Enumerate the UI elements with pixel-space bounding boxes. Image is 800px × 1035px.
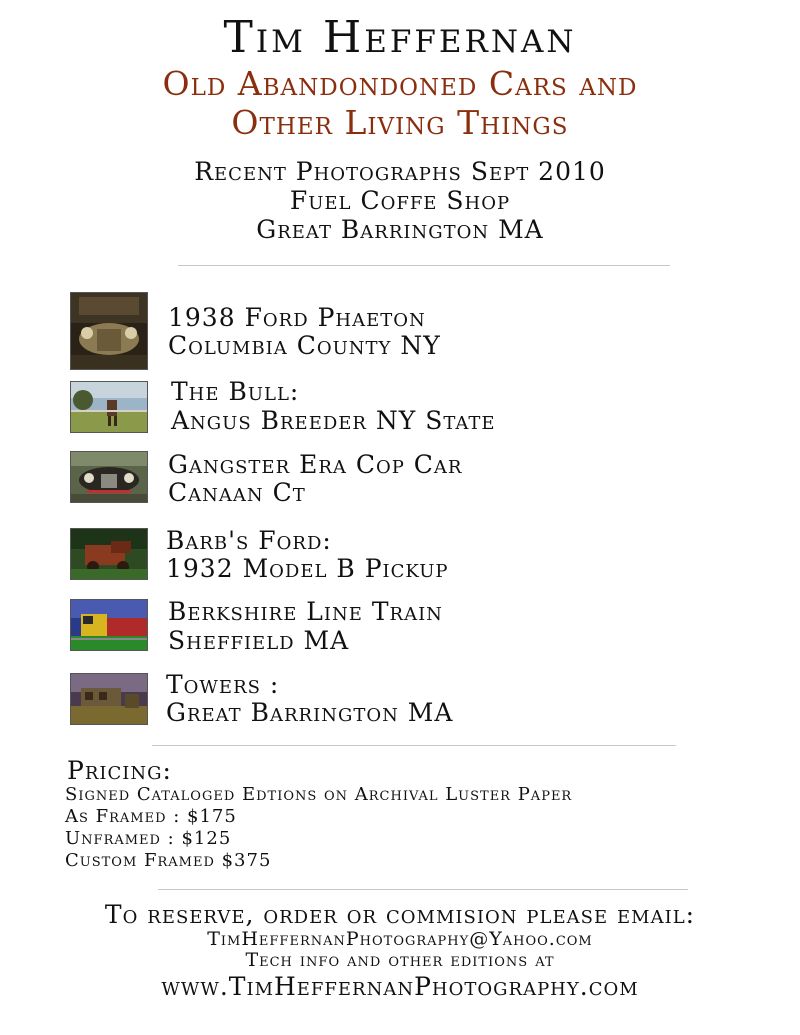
website-link[interactable]: www.TimHeffernanPhotography.com [161, 972, 639, 1001]
photo-ford-phaeton-location: Columbia County NY [168, 331, 441, 360]
reserve-instructions: To reserve, order or commision please email: [104, 900, 696, 929]
photo-towers-location: Great Barrington MA [166, 698, 454, 727]
divider [152, 745, 676, 746]
divider [178, 265, 670, 266]
photo-cop-car-thumbnail [70, 451, 148, 503]
event-venue: Fuel Coffe Shop [289, 186, 511, 215]
contact-email[interactable]: TimHeffernanPhotography@Yahoo.com [207, 928, 593, 950]
photographer-name: Tim Heffernan [223, 12, 577, 63]
pricing-unframed: Unframed : $125 [65, 828, 232, 849]
photo-barbs-ford-thumbnail [70, 528, 148, 580]
event-location: Great Barrington MA [256, 215, 544, 244]
photo-towers-thumbnail [70, 673, 148, 725]
pricing-edition-note: Signed Cataloged Edtions on Archival Luster Paper [65, 784, 573, 805]
photo-ford-phaeton-thumbnail [70, 292, 148, 370]
pricing-custom-framed: Custom Framed $375 [65, 850, 272, 871]
photo-cop-car-title: Gangster Era Cop Car [168, 450, 463, 479]
pricing-framed: As Framed : $175 [65, 806, 237, 827]
show-title-line-2: Other Living Things [231, 103, 569, 142]
show-title-line-1: Old Abandondoned Cars and [162, 64, 638, 103]
tech-info-note: Tech info and other editions at [245, 949, 555, 971]
photo-train-thumbnail [70, 599, 148, 651]
photo-cop-car-location: Canaan Ct [168, 478, 306, 507]
photo-barbs-ford-title: Barb's Ford: [166, 526, 332, 555]
photo-towers-title: Towers : [166, 670, 280, 699]
pricing-heading: Pricing: [67, 756, 172, 785]
divider [158, 889, 688, 890]
event-date: Recent Photographs Sept 2010 [194, 157, 606, 186]
photo-train-location: Sheffield MA [168, 626, 350, 655]
photo-bull-location: Angus Breeder NY State [171, 406, 496, 435]
photo-train-title: Berkshire Line Train [168, 597, 443, 626]
photo-ford-phaeton-title: 1938 Ford Phaeton [168, 303, 426, 332]
photo-bull-title: The Bull: [171, 377, 300, 406]
photo-bull-thumbnail [70, 381, 148, 433]
photo-barbs-ford-model: 1932 Model B Pickup [166, 554, 449, 583]
